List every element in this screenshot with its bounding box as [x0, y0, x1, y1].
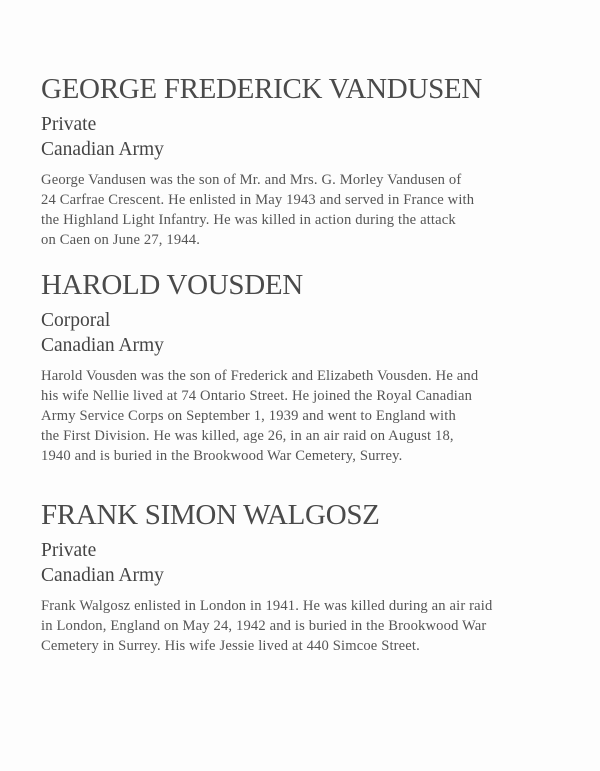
- entry-bio: [41, 596, 586, 656]
- entry-rank: Corporal: [41, 310, 111, 331]
- bio-line: George Vandusen was the son of Mr. and Mrs. G. Morley Vandusen of: [41, 172, 462, 188]
- entry-rank: Private: [41, 114, 97, 135]
- bio-line: 24 Carfrae Crescent. He enlisted in May 1943 and served in France with: [41, 192, 475, 208]
- entry-vandusen: [41, 72, 586, 250]
- bio-line: his wife Nellie lived at 74 Ontario Street. He joined the Royal Canadian: [41, 388, 473, 404]
- bio-line: in London, England on May 24, 1942 and is buried in the Brookwood War: [41, 618, 487, 634]
- entry-unit: Canadian Army: [41, 139, 164, 160]
- entry-name: FRANK SIMON WALGOSZ: [41, 499, 380, 531]
- bio-line: the First Division. He was killed, age 26, in an air raid on August 18,: [41, 428, 454, 444]
- entry-unit: Canadian Army: [41, 565, 164, 586]
- entry-rank: Private: [41, 540, 97, 561]
- entry-vousden: [41, 268, 586, 466]
- entry-name: HAROLD VOUSDEN: [41, 269, 303, 301]
- bio-line: Cemetery in Surrey. His wife Jessie lived at 440 Simcoe Street.: [41, 638, 420, 654]
- entry-bio: [41, 366, 586, 466]
- bio-line: the Highland Light Infantry. He was killed in action during the attack: [41, 212, 456, 228]
- entry-walgosz: [41, 498, 586, 656]
- bio-line: Frank Walgosz enlisted in London in 1941. He was killed during an air raid: [41, 598, 493, 614]
- entry-unit: Canadian Army: [41, 335, 164, 356]
- bio-line: 1940 and is buried in the Brookwood War Cemetery, Surrey.: [41, 448, 403, 464]
- bio-line: Army Service Corps on September 1, 1939 and went to England with: [41, 408, 456, 424]
- bio-line: Harold Vousden was the son of Frederick and Elizabeth Vousden. He and: [41, 368, 479, 384]
- entry-bio: [41, 170, 586, 250]
- bio-line: on Caen on June 27, 1944.: [41, 232, 200, 248]
- entry-name: GEORGE FREDERICK VANDUSEN: [41, 73, 482, 105]
